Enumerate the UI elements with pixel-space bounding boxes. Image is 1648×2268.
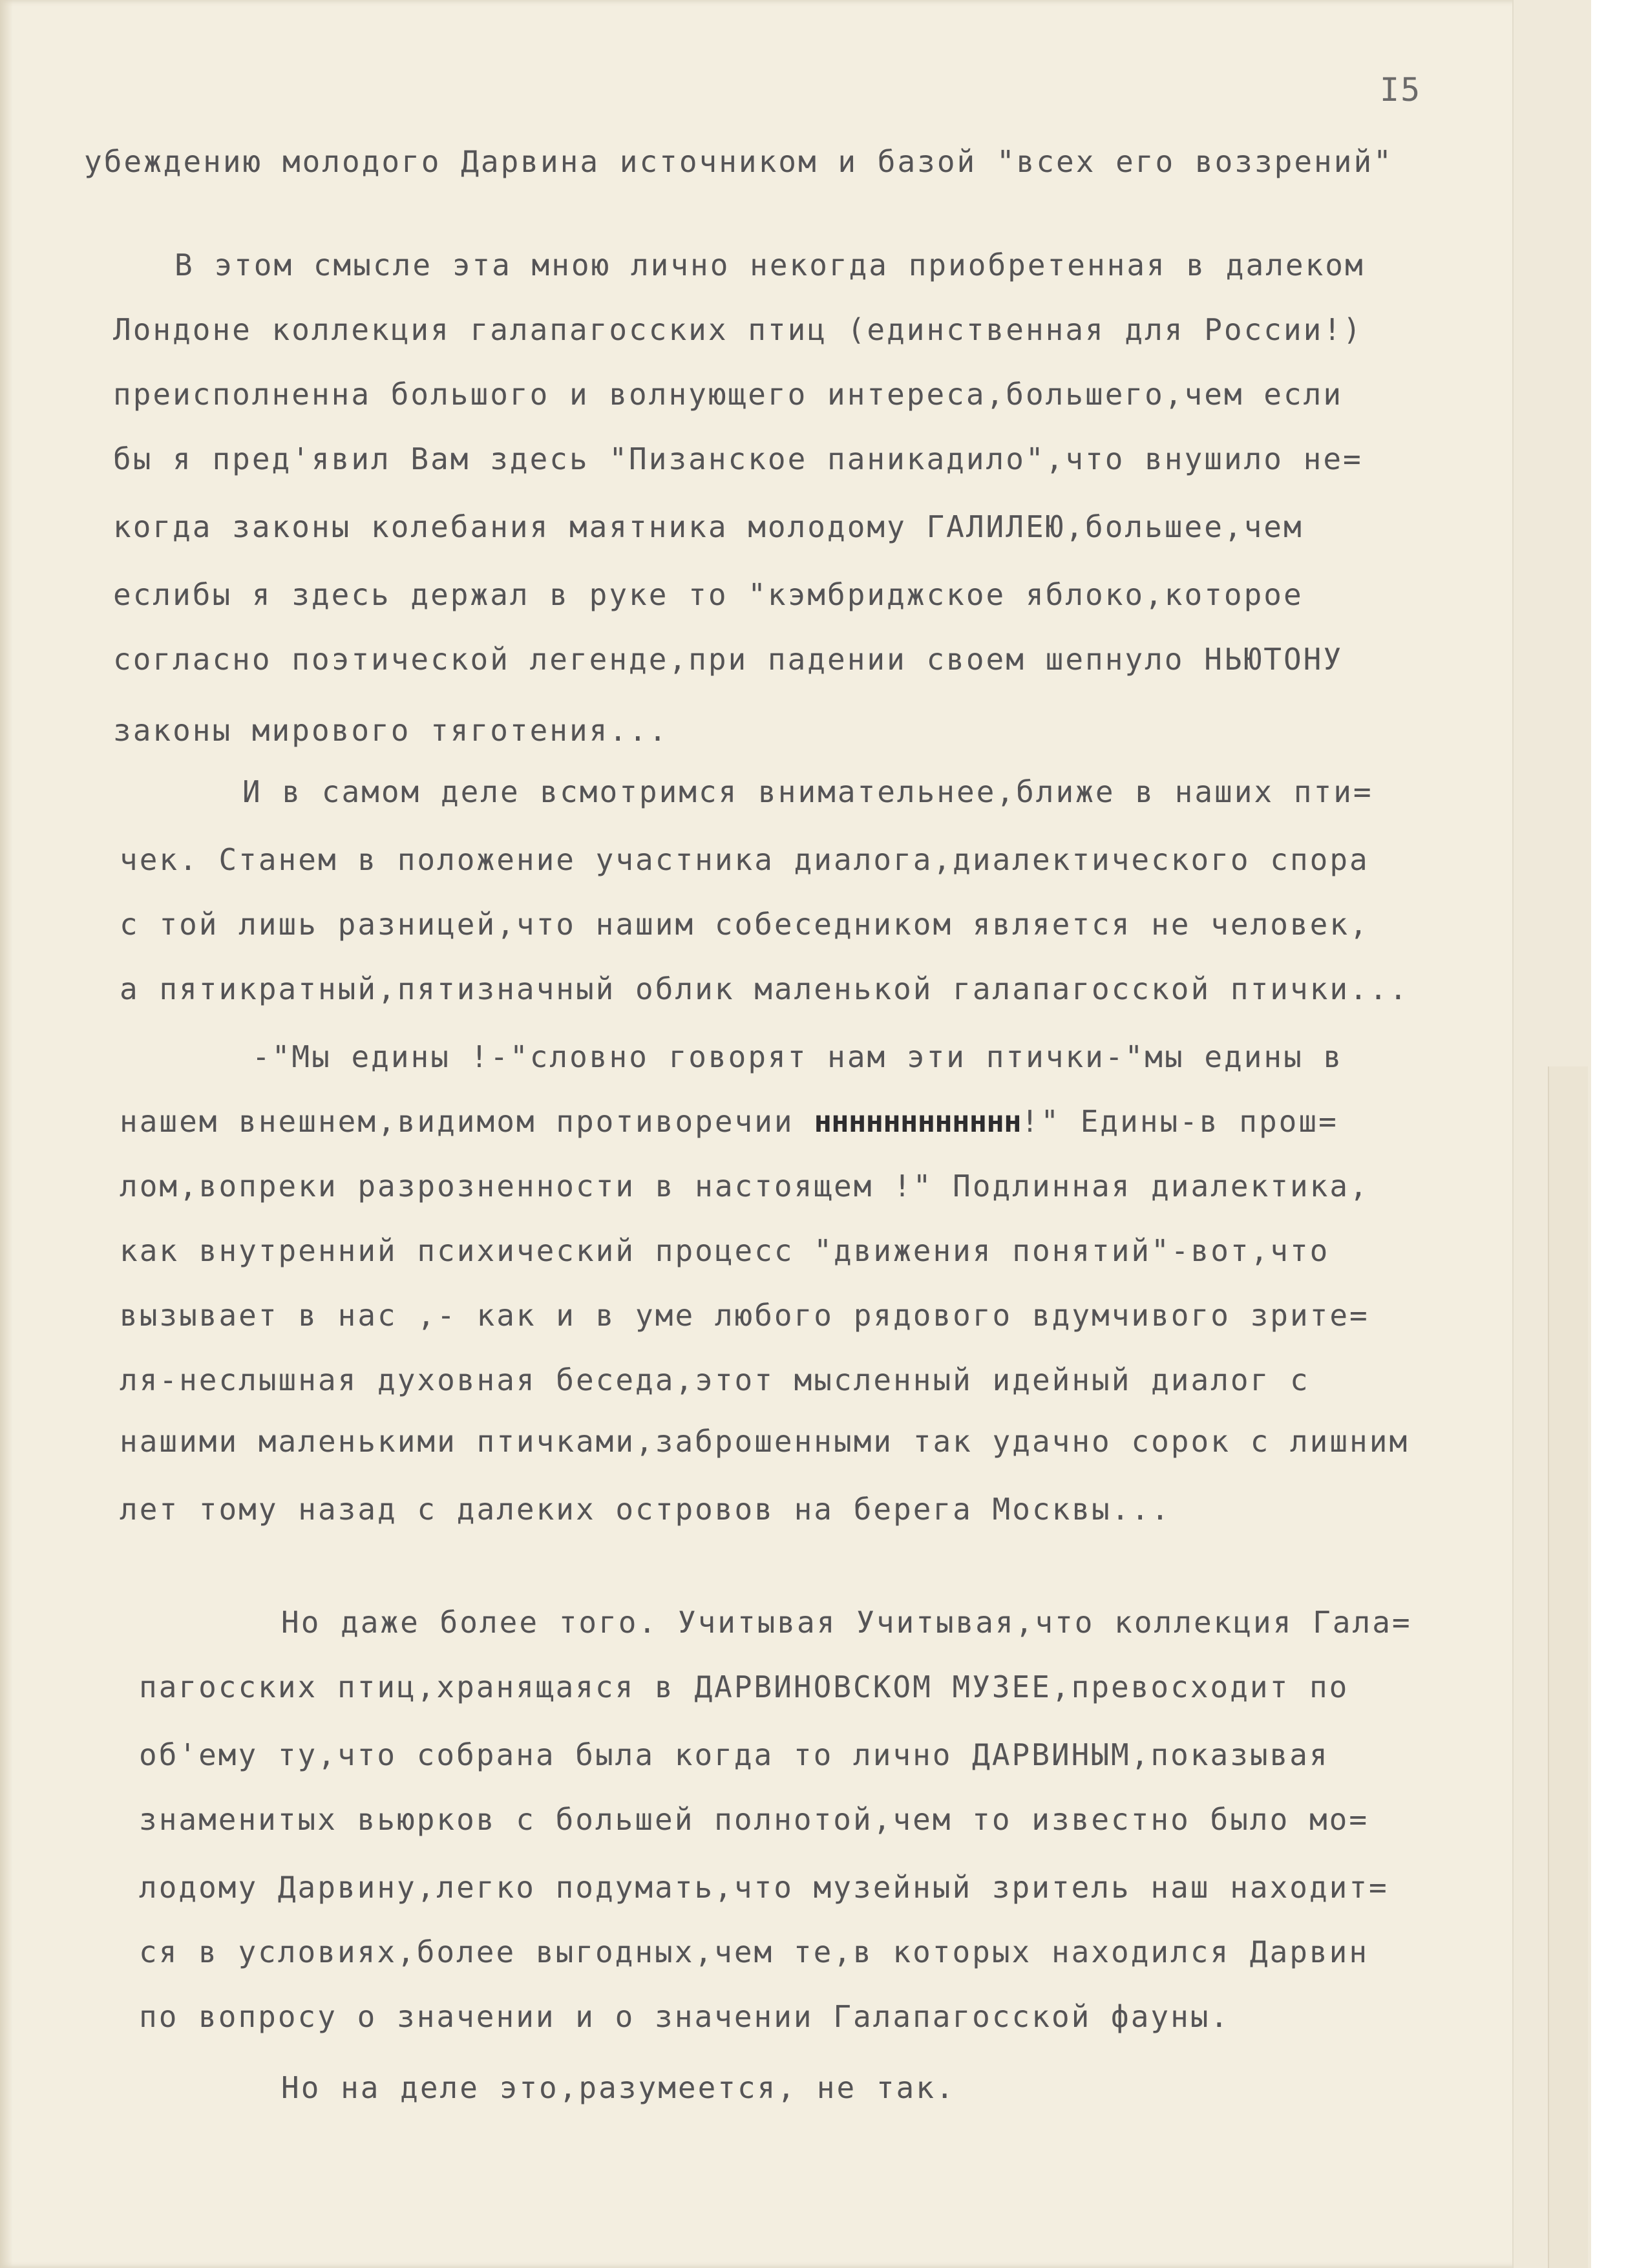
text-line: И в самом деле всмотримся внимательнее,ближе в наших пти= bbox=[242, 774, 1373, 809]
text-line: В этом смысле эта мною лично некогда приобретенная в далеком bbox=[174, 248, 1365, 282]
text-line: Но даже более того. Учитывая Учитывая,что коллекция Гала= bbox=[281, 1605, 1412, 1640]
text-line: лом,вопреки разрозненности в настоящем !" Подлинная диалектика, bbox=[120, 1169, 1369, 1203]
struck-out-text: нннннннннннн bbox=[814, 1104, 1021, 1139]
text-line: с той лишь разницей,что нашим собеседником является не человек, bbox=[120, 907, 1369, 942]
text-line: нашими маленькими птичками,заброшенными так удачно сорок с лишним bbox=[120, 1424, 1410, 1459]
text-line: убеждению молодого Дарвина источником и базой "всех его воззрений" bbox=[84, 144, 1393, 179]
text-line: Лондоне коллекция галапагосских птиц (единственная для России!) bbox=[113, 312, 1363, 347]
text-line: еслибы я здесь держал в руке то "кэмбриджское яблоко,которое bbox=[113, 577, 1304, 612]
text-line: знаменитых вьюрков с большей полнотой,чем то известно было мо= bbox=[139, 1802, 1369, 1837]
text-line: преисполненна большого и волнующего интереса,большего,чем если bbox=[113, 377, 1344, 412]
paper-edge-lower bbox=[1548, 1066, 1588, 2268]
page-number: I5 bbox=[1380, 71, 1422, 109]
text-line: об'ему ту,что собрана была когда то лично ДАРВИНЫМ,показывая bbox=[139, 1737, 1329, 1772]
text-line: вызывает в нас ,- как и в уме любого рядового вдумчивого зрите= bbox=[120, 1298, 1369, 1333]
text-line: согласно поэтической легенде,при падении своем шепнуло НЬЮТОНУ bbox=[113, 642, 1344, 677]
text-line: а пятикратный,пятизначный облик маленькой галапагосской птички... bbox=[120, 971, 1410, 1006]
text-line: пагосских птиц,хранящаяся в ДАРВИНОВСКОМ МУЗЕЕ,превосходит по bbox=[139, 1669, 1349, 1704]
text-line: -"Мы едины !-"словно говорят нам эти птички-"мы едины в bbox=[252, 1039, 1344, 1074]
text-line: бы я пред'явил Вам здесь "Пизанское паникадило",что внушило не= bbox=[113, 441, 1363, 476]
text-line: ля-неслышная духовная беседа,этот мысленный идейный диалог с bbox=[120, 1362, 1310, 1397]
text-line: законы мирового тяготения... bbox=[113, 713, 669, 748]
text-line: чек. Станем в положение участника диалога,диалектического спора bbox=[120, 842, 1369, 877]
text-line: когда законы колебания маятника молодому ГАЛИЛЕЮ,большее,чем bbox=[113, 509, 1304, 544]
text-line: по вопросу о значении и о значении Галапагосской фауны. bbox=[139, 1999, 1231, 2034]
text-line: лет тому назад с далеких островов на берега Москвы... bbox=[120, 1492, 1171, 1527]
text-line: как внутренний психический процесс "движения понятий"-вот,что bbox=[120, 1233, 1330, 1268]
text-line: ся в условиях,более выгодных,чем те,в которых находился Дарвин bbox=[139, 1934, 1369, 1969]
text-line: лодому Дарвину,легко подумать,что музейный зритель наш находит= bbox=[139, 1870, 1389, 1905]
text-fragment: нашем внешнем,видимом противоречии bbox=[120, 1104, 794, 1139]
text-fragment: !" Едины-в прош= bbox=[1020, 1104, 1338, 1139]
text-line bbox=[120, 1102, 1338, 1141]
fold-shadow bbox=[0, 0, 13, 2268]
text-line: Но на деле это,разумеется, не так. bbox=[281, 2070, 956, 2105]
